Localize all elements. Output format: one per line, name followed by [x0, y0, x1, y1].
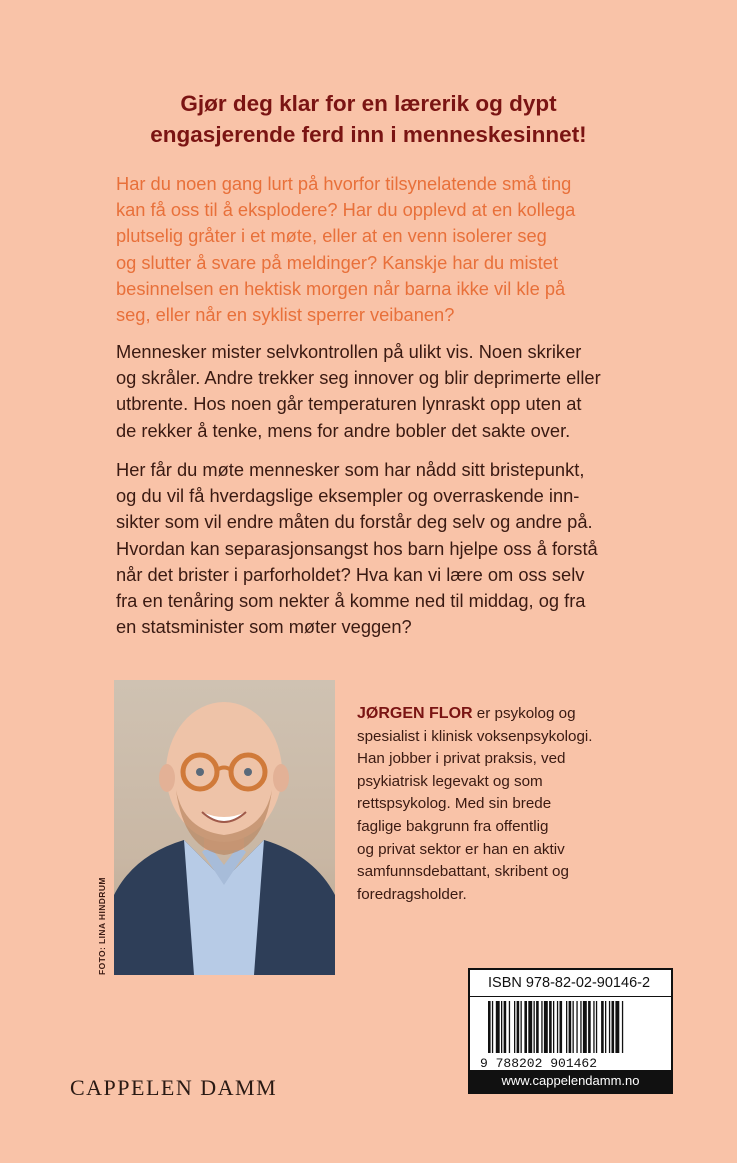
barcode-bar	[622, 1001, 623, 1053]
barcode-bar	[612, 1001, 615, 1053]
author-portrait-illustration	[114, 680, 335, 975]
publisher-logo: CAPPELEN DAMM	[70, 1075, 278, 1100]
body-line: og skråler. Andre trekker seg innover og blir deprimerte eller	[116, 367, 601, 389]
author-bio	[357, 703, 657, 906]
headline-line: Gjør deg klar for en lærerik og dypt	[180, 91, 557, 116]
bio-line: psykiatrisk legevakt og som	[357, 772, 543, 790]
body-line: Hvordan kan separasjonsangst hos barn hjelpe oss å forstå	[116, 537, 598, 559]
barcode-bar	[588, 1001, 591, 1053]
bio-first-line-rest: er psykolog og	[472, 705, 576, 722]
barcode-bar	[488, 1001, 491, 1053]
barcode-bar	[566, 1001, 567, 1053]
barcode-bar	[528, 1001, 532, 1053]
isbn-number: ISBN 978-82-02-90146-2	[470, 970, 671, 996]
barcode-bar	[573, 1001, 574, 1053]
barcode-bar	[560, 1001, 563, 1053]
barcode-bar	[509, 1001, 510, 1053]
barcode-bar	[601, 1001, 604, 1053]
barcode-bar	[605, 1001, 606, 1053]
bio-line: Han jobber i privat praksis, ved	[357, 750, 566, 768]
intro-line: besinnelsen en hektisk morgen når barna ikke vil kle på	[116, 277, 566, 299]
body-line: Mennesker mister selvkontrollen på ulikt vis. Noen skriker	[116, 341, 582, 362]
body-line: utbrente. Hos noen går temperaturen lynraskt opp uten at	[116, 393, 582, 415]
barcode-bar	[569, 1001, 572, 1053]
barcode-bar	[596, 1001, 597, 1053]
headline-line: engasjerende ferd inn i menneskesinnet!	[150, 122, 587, 147]
barcode-bar	[609, 1001, 610, 1053]
bio-line: faglige bakgrunn fra offentlig	[357, 817, 549, 835]
barcode-bar	[553, 1001, 554, 1053]
intro-line: seg, eller når en syklist sperrer veibanen?	[116, 304, 455, 326]
body-line: sikter som vil endre måten du forstår deg selv og andre på.	[116, 511, 593, 533]
bio-line: og privat sektor er han en aktiv	[357, 840, 565, 858]
barcode-bar	[615, 1001, 619, 1053]
barcode-bar	[517, 1001, 520, 1053]
barcode-bar	[549, 1001, 552, 1053]
publisher-url: www.cappelendamm.no	[501, 1073, 640, 1088]
bio-line: spesialist i klinisk voksenpsykologi.	[357, 727, 593, 745]
intro-line: plutselig gråter i et møte, eller at en venn isolerer seg	[116, 225, 547, 247]
barcode-bar	[524, 1001, 527, 1053]
barcode-bar	[593, 1001, 594, 1053]
bio-first-line	[357, 703, 657, 726]
barcode-bar	[544, 1001, 548, 1053]
barcode-bar	[496, 1001, 500, 1053]
body-line: Her får du møte mennesker som har nådd sitt bristepunkt,	[116, 459, 585, 480]
body-line: når det brister i parforholdet? Hva kan vi lære om oss selv	[116, 563, 585, 585]
body-line: de rekker å tenke, mens for andre bobler det sakte over.	[116, 419, 571, 441]
intro-line: og slutter å svare på meldinger? Kanskje har du mistet	[116, 251, 559, 273]
intro-line: kan få oss til å eksplodere? Har du opplevd at en kollega	[116, 199, 576, 221]
barcode-bar	[583, 1001, 587, 1053]
intro-paragraph	[116, 171, 646, 328]
barcode-bar	[541, 1001, 542, 1053]
bio-line: foredragsholder.	[357, 885, 467, 903]
barcode-bar	[492, 1001, 493, 1053]
barcode	[470, 997, 671, 1070]
author-photo	[114, 680, 335, 975]
barcode-bar	[521, 1001, 522, 1053]
barcode-bar	[580, 1001, 581, 1053]
barcode-bar	[536, 1001, 539, 1053]
author-name: JØRGEN FLOR	[357, 705, 473, 722]
barcode-block	[468, 968, 673, 1094]
headline	[96, 88, 641, 150]
body-line: en statsminister som møter veggen?	[116, 616, 412, 638]
barcode-digits: 9 788202 901462	[480, 1056, 598, 1070]
body-line: fra en tenåring som nekter å komme ned til middag, og fra	[116, 590, 586, 612]
photo-credit: FOTO: LINA HINDRUM	[97, 877, 107, 975]
intro-line: Har du noen gang lurt på hvorfor tilsynelatende små ting	[116, 173, 572, 194]
barcode-bars	[470, 997, 671, 1070]
bio-line: samfunnsdebattant, skribent og	[357, 863, 569, 881]
body-line: og du vil få hverdagslige eksempler og overraskende inn-	[116, 485, 580, 507]
barcode-bar	[504, 1001, 507, 1053]
body-paragraph-3	[116, 457, 646, 640]
barcode-bar	[514, 1001, 515, 1053]
barcode-bar	[557, 1001, 558, 1053]
body-paragraph-2	[116, 339, 646, 444]
barcode-bar	[501, 1001, 502, 1053]
barcode-bar	[534, 1001, 535, 1053]
bio-line: rettspsykolog. Med sin brede	[357, 795, 552, 813]
barcode-bar	[576, 1001, 577, 1053]
